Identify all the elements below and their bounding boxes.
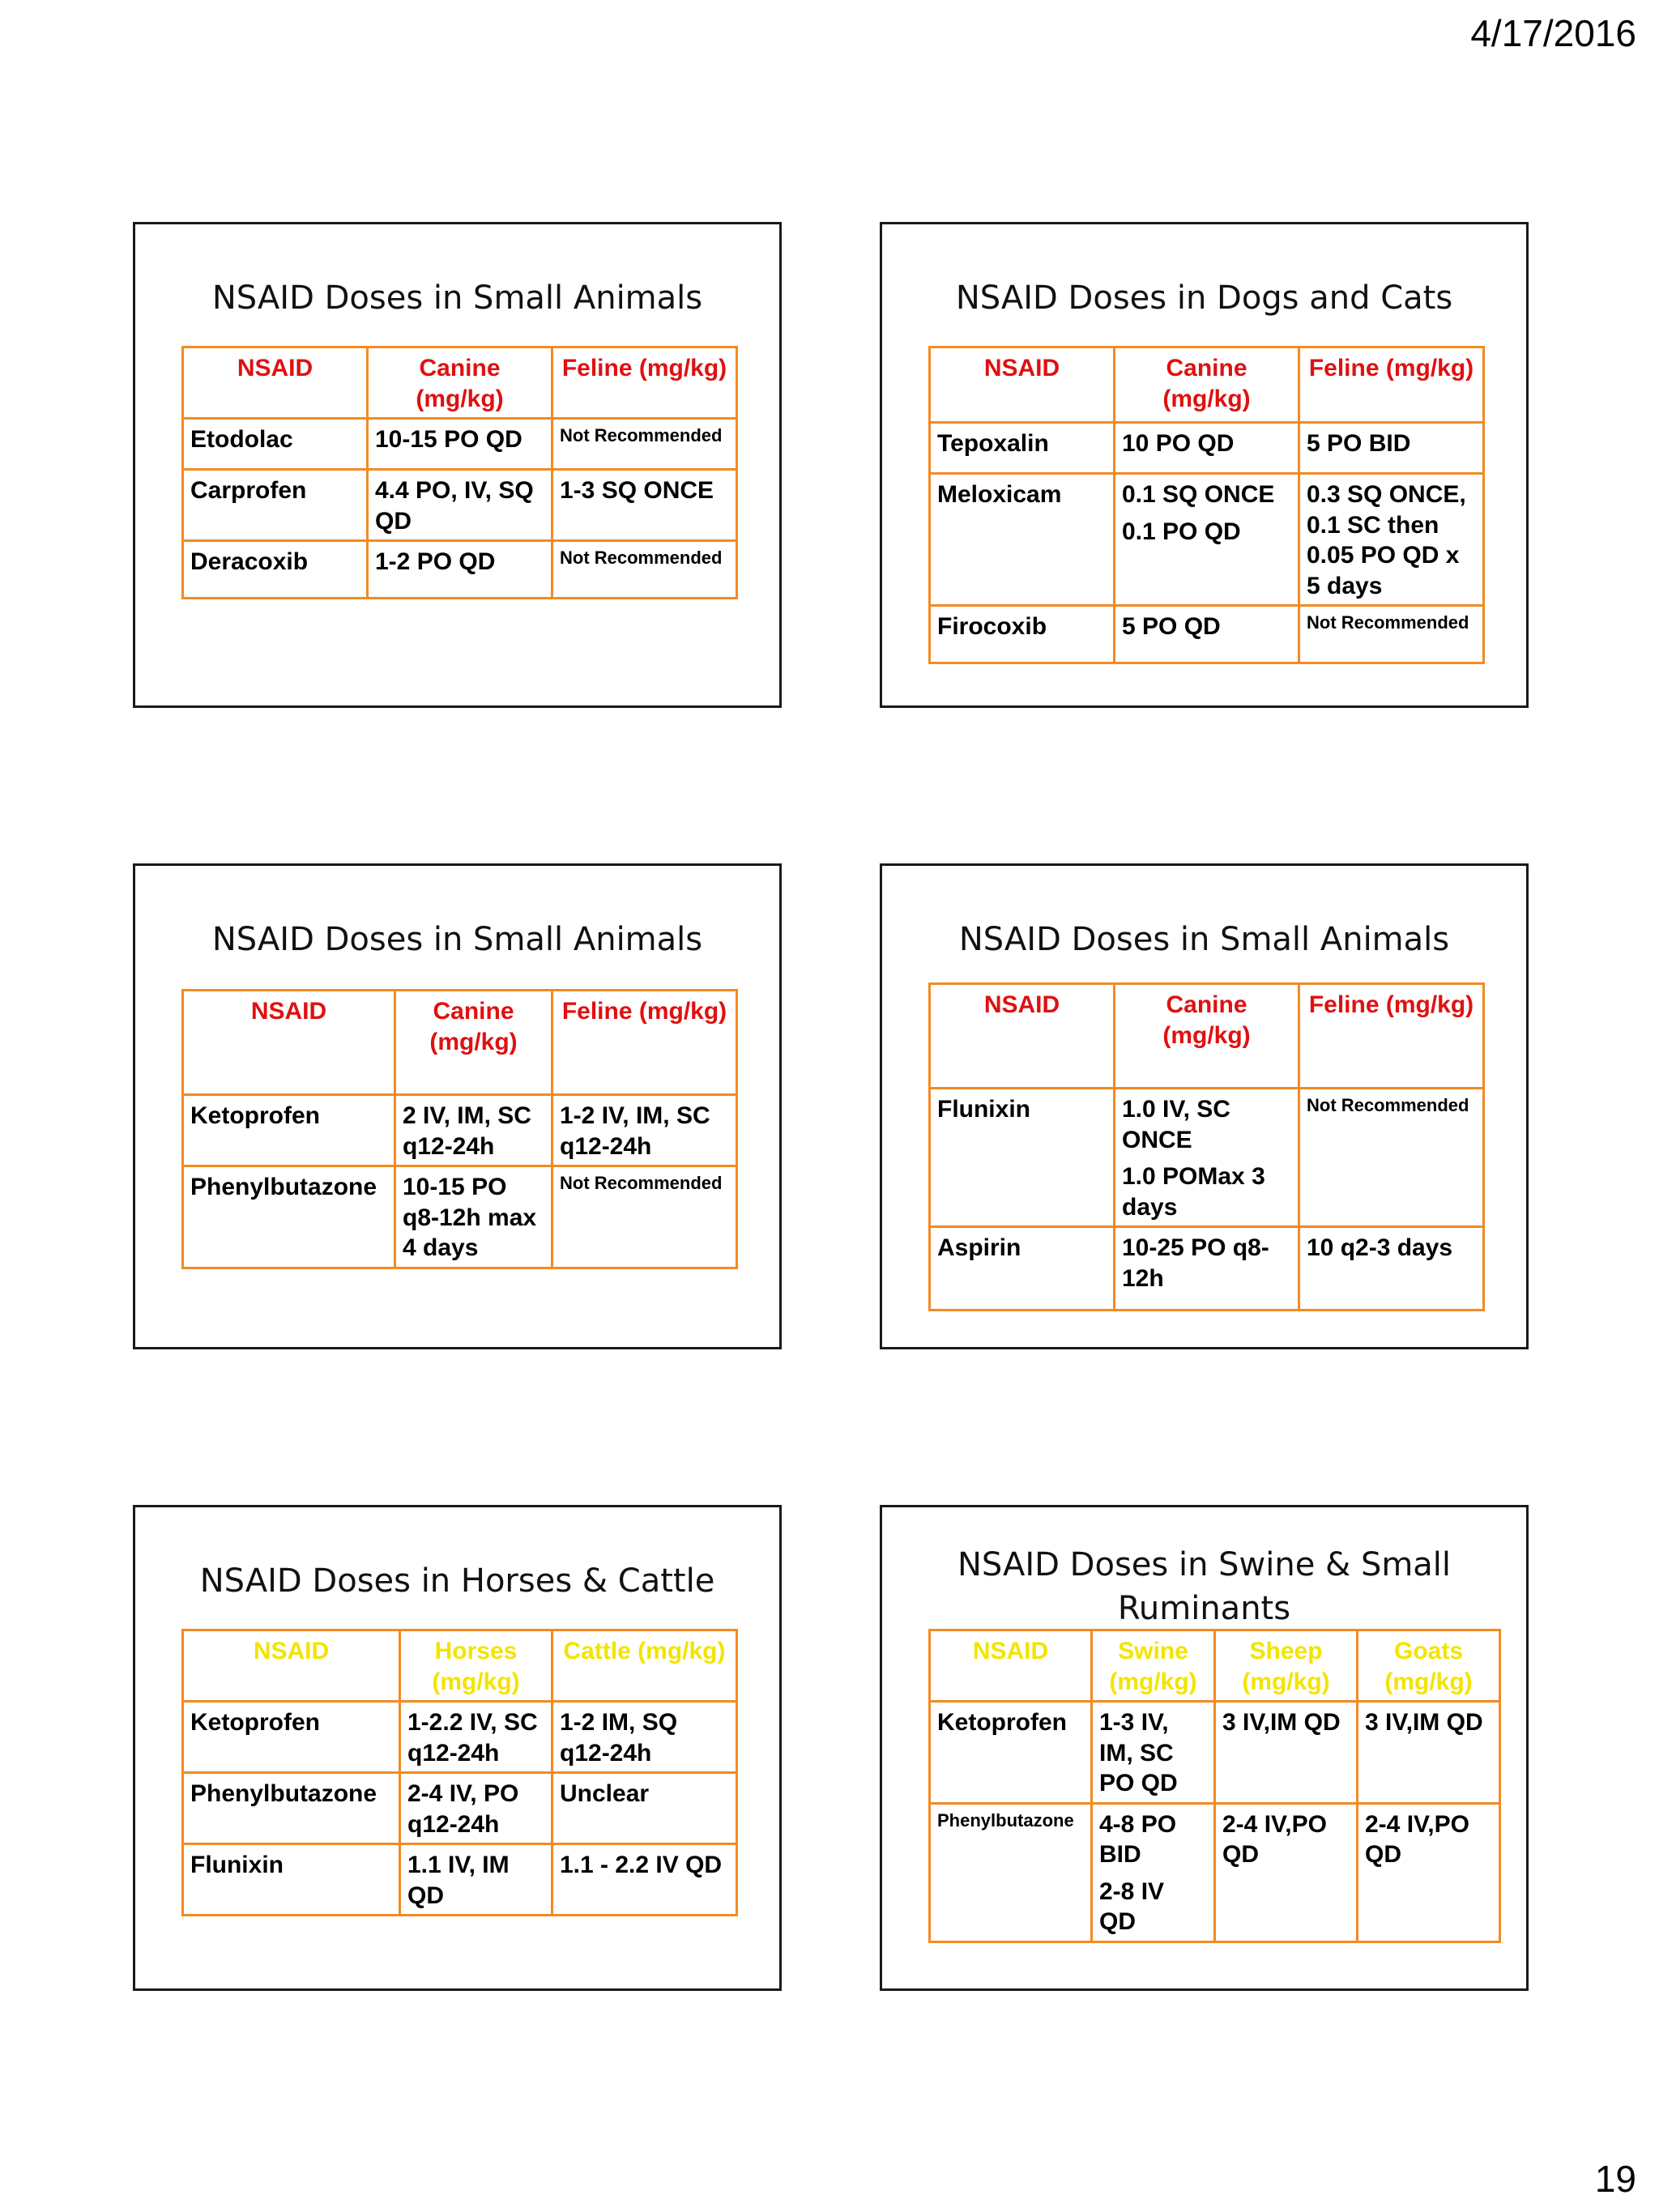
slide-small-animals-3 — [880, 863, 1529, 1349]
header-canine: Canine (mg/kg) — [395, 991, 552, 1095]
slide-title: NSAID Doses in Small Animals — [211, 921, 703, 958]
header-canine: Canine (mg/kg) — [1115, 347, 1299, 423]
drug-name: Aspirin — [930, 1227, 1115, 1311]
goats-dose: 2-4 IV,PO QD — [1358, 1803, 1500, 1941]
feline-dose: Not Recommended — [1299, 606, 1484, 663]
horses-dose: 2-4 IV, PO q12-24h — [400, 1773, 552, 1844]
dose-line: 0.1 SQ ONCE — [1122, 481, 1275, 508]
drug-name: Firocoxib — [930, 606, 1115, 663]
swine-dose — [1092, 1803, 1215, 1941]
header-swine: Swine (mg/kg) — [1092, 1630, 1215, 1702]
drug-name: Carprofen — [183, 470, 368, 541]
dose-line: 1.0 IV, SC ONCE — [1122, 1096, 1230, 1153]
dose-line: 4-8 PO BID — [1099, 1810, 1177, 1868]
drug-name: Phenylbutazone — [183, 1166, 395, 1268]
header-sheep: Sheep (mg/kg) — [1215, 1630, 1358, 1702]
canine-dose: 2 IV, IM, SC q12-24h — [395, 1095, 552, 1166]
table-row — [183, 1844, 737, 1916]
feline-dose: Not Recommended — [552, 541, 737, 599]
header-feline: Feline (mg/kg) — [552, 991, 737, 1095]
drug-name: Meloxicam — [930, 474, 1115, 606]
canine-dose: 10-25 PO q8-12h — [1115, 1227, 1299, 1311]
header-nsaid: NSAID — [930, 1630, 1092, 1702]
canine-dose: 4.4 PO, IV, SQ QD — [368, 470, 552, 541]
canine-dose: 5 PO QD — [1115, 606, 1299, 663]
dose-line: 1.0 POMax 3 days — [1122, 1163, 1265, 1221]
table-header-row — [183, 1630, 737, 1702]
table-header-row — [183, 991, 737, 1095]
table-header-row — [183, 347, 737, 419]
goats-dose: 3 IV,IM QD — [1358, 1702, 1500, 1804]
feline-dose: 0.3 SQ ONCE, 0.1 SC then 0.05 PO QD x 5 days — [1299, 474, 1484, 606]
table-header-row — [930, 984, 1484, 1089]
table-header-row — [930, 1630, 1500, 1702]
dose-table — [181, 1629, 738, 1916]
header-feline: Feline (mg/kg) — [1299, 984, 1484, 1089]
feline-dose: Not Recommended — [552, 1166, 737, 1268]
header-nsaid: NSAID — [183, 1630, 400, 1702]
slide-small-animals-2 — [133, 863, 782, 1349]
slide-title-line: NSAID Doses in Swine & Small — [957, 1546, 1452, 1583]
slide-horses-and-cattle — [133, 1505, 782, 1991]
drug-name: Phenylbutazone — [183, 1773, 400, 1844]
slide-dogs-and-cats — [880, 222, 1529, 708]
drug-name: Flunixin — [183, 1844, 400, 1916]
header-nsaid: NSAID — [183, 991, 395, 1095]
dose-table — [181, 346, 738, 599]
canine-dose: 10-15 PO QD — [368, 419, 552, 470]
horses-dose: 1.1 IV, IM QD — [400, 1844, 552, 1916]
canine-dose: 10 PO QD — [1115, 423, 1299, 474]
drug-name: Etodolac — [183, 419, 368, 470]
drug-name: Tepoxalin — [930, 423, 1115, 474]
header-canine: Canine (mg/kg) — [368, 347, 552, 419]
table-row — [930, 1089, 1484, 1227]
slide-title: NSAID Doses in Small Animals — [211, 279, 703, 317]
dose-line: 2-8 IV QD — [1099, 1877, 1165, 1935]
dose-table — [928, 982, 1485, 1311]
cattle-dose: 1-2 IM, SQ q12-24h — [552, 1702, 737, 1773]
horses-dose: 1-2.2 IV, SC q12-24h — [400, 1702, 552, 1773]
slide-title: NSAID Doses in Dogs and Cats — [955, 279, 1453, 317]
table-row — [183, 419, 737, 470]
header-nsaid: NSAID — [930, 984, 1115, 1089]
page-date: 4/17/2016 — [1470, 12, 1636, 54]
table-row — [930, 1803, 1500, 1941]
cattle-dose: Unclear — [552, 1773, 737, 1844]
table-row — [183, 1166, 737, 1268]
drug-name: Deracoxib — [183, 541, 368, 599]
canine-dose: 10-15 PO q8-12h max 4 days — [395, 1166, 552, 1268]
table-header-row — [930, 347, 1484, 423]
drug-name: Flunixin — [930, 1089, 1115, 1227]
slide-swine-and-small-ruminants — [880, 1505, 1529, 1991]
table-row — [930, 1227, 1484, 1311]
feline-dose: Not Recommended — [552, 419, 737, 470]
slide-title-line: Ruminants — [1117, 1590, 1291, 1627]
table-row — [930, 474, 1484, 606]
dose-line: 0.1 PO QD — [1122, 518, 1241, 545]
slide-small-animals-1 — [133, 222, 782, 708]
table-row — [183, 1702, 737, 1773]
header-horses: Horses (mg/kg) — [400, 1630, 552, 1702]
slide-title — [882, 1543, 1526, 1630]
header-goats: Goats (mg/kg) — [1358, 1630, 1500, 1702]
dose-table — [928, 346, 1485, 664]
header-canine: Canine (mg/kg) — [1115, 984, 1299, 1089]
header-nsaid: NSAID — [183, 347, 368, 419]
table-row — [183, 470, 737, 541]
dose-table — [928, 1629, 1501, 1943]
canine-dose — [1115, 474, 1299, 606]
drug-name: Ketoprofen — [930, 1702, 1092, 1804]
header-feline: Feline (mg/kg) — [552, 347, 737, 419]
canine-dose — [1115, 1089, 1299, 1227]
table-row — [930, 606, 1484, 663]
slide-title: NSAID Doses in Horses & Cattle — [199, 1562, 715, 1600]
feline-dose: 5 PO BID — [1299, 423, 1484, 474]
table-row — [183, 1095, 737, 1166]
slide-title: NSAID Doses in Small Animals — [958, 921, 1450, 958]
feline-dose: 1-2 IV, IM, SC q12-24h — [552, 1095, 737, 1166]
sheep-dose: 3 IV,IM QD — [1215, 1702, 1358, 1804]
feline-dose: 1-3 SQ ONCE — [552, 470, 737, 541]
header-nsaid: NSAID — [930, 347, 1115, 423]
header-cattle: Cattle (mg/kg) — [552, 1630, 737, 1702]
table-row — [930, 423, 1484, 474]
page-number: 19 — [1594, 2158, 1636, 2200]
swine-dose: 1-3 IV, IM, SC PO QD — [1092, 1702, 1215, 1804]
cattle-dose: 1.1 - 2.2 IV QD — [552, 1844, 737, 1916]
drug-name: Ketoprofen — [183, 1702, 400, 1773]
table-row — [183, 1773, 737, 1844]
dose-table — [181, 989, 738, 1269]
table-row — [183, 541, 737, 599]
drug-name: Phenylbutazone — [930, 1803, 1092, 1941]
header-feline: Feline (mg/kg) — [1299, 347, 1484, 423]
feline-dose: Not Recommended — [1299, 1089, 1484, 1227]
table-row — [930, 1702, 1500, 1804]
sheep-dose: 2-4 IV,PO QD — [1215, 1803, 1358, 1941]
feline-dose: 10 q2-3 days — [1299, 1227, 1484, 1311]
drug-name: Ketoprofen — [183, 1095, 395, 1166]
canine-dose: 1-2 PO QD — [368, 541, 552, 599]
